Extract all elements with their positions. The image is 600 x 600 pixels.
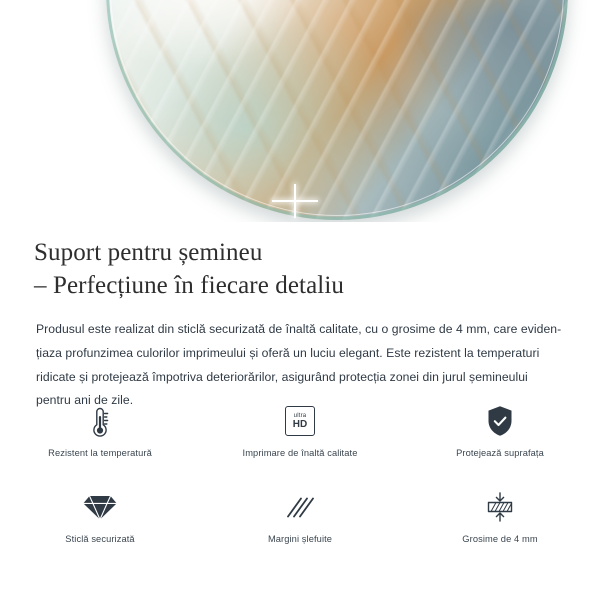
ultra-hd-bottom-text: HD xyxy=(292,418,308,430)
feature-item-print-quality xyxy=(200,400,400,472)
feature-item-thickness xyxy=(400,486,600,558)
hero-image xyxy=(0,0,600,222)
thermometer-icon xyxy=(85,400,115,442)
ultra-hd-top-text: ultra xyxy=(293,412,307,419)
feature-label: Grosime de 4 mm xyxy=(462,534,538,544)
shield-check-icon xyxy=(483,400,517,442)
thickness-icon xyxy=(482,486,518,528)
hero-background xyxy=(6,0,594,222)
diamond-icon xyxy=(81,486,119,528)
feature-label: Rezistent la temperatură xyxy=(48,448,152,458)
headline-line-2: – Perfecțiune în fiecare detaliu xyxy=(34,272,344,299)
feature-label: Protejează suprafața xyxy=(456,448,544,458)
glass-sheen xyxy=(106,0,568,220)
glass-plate-graphic xyxy=(106,0,568,220)
feature-item-tempered-glass xyxy=(0,486,200,558)
headline-line-1: Suport pentru șemineu xyxy=(34,239,263,266)
feature-item-surface-protection xyxy=(400,400,600,472)
feature-label: Sticlă securizată xyxy=(65,534,135,544)
page-title xyxy=(0,222,600,302)
ultra-hd-icon xyxy=(285,400,315,442)
feature-grid xyxy=(0,400,600,558)
feature-label: Margini șlefuite xyxy=(267,534,333,544)
feature-item-temperature xyxy=(0,400,200,472)
content-block xyxy=(0,222,600,413)
feature-label: Imprimare de înaltă calitate xyxy=(242,448,358,458)
feature-item-polished-edges xyxy=(200,486,400,558)
description-paragraph: Produsul este realizat din sticlă securizată de înaltă calitate, cu o grosime de 4 mm, care eviden-țiaza profunzimea culorilor imprimeului și oferă un luciu elegant. Este rezistent la temperaturi ridicate și protejează împotriva deteriorărilor, asigurând protecția zonei din jurul șemineului pentru ani de zile. xyxy=(36,322,562,408)
polished-edges-icon xyxy=(282,486,318,528)
